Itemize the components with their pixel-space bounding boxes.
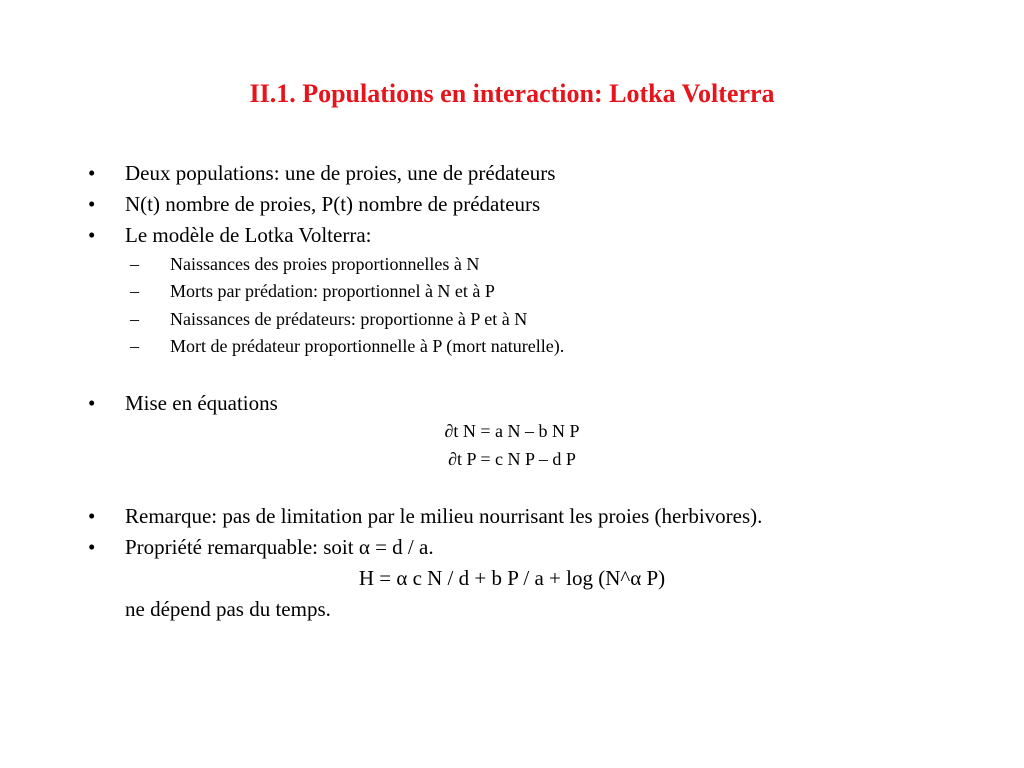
- invariant-note: ne dépend pas du temps.: [125, 597, 331, 621]
- sub-item-text: Naissances des proies proportionnelles à N: [170, 254, 480, 274]
- equation-prey: ∂t N = a N – b N P: [444, 421, 580, 441]
- sub-item-marker: –: [130, 336, 139, 356]
- equation-predator: ∂t P = c N P – d P: [448, 449, 576, 469]
- slide-title: II.1. Populations en interaction: Lotka Volterra: [249, 79, 775, 108]
- sub-item-text: Morts par prédation: proportionnel à N et à P: [170, 281, 495, 301]
- bullet-text-populations: Deux populations: une de proies, une de prédateurs: [125, 161, 556, 185]
- bullet-text-definitions: N(t) nombre de proies, P(t) nombre de prédateurs: [125, 192, 541, 216]
- invariant-equation: H = α c N / d + b P / a + log (N^α P): [358, 566, 666, 590]
- property-text: Propriété remarquable: soit α = d / a.: [125, 535, 434, 559]
- sub-item-marker: –: [130, 254, 139, 274]
- bullet-text-model: Le modèle de Lotka Volterra:: [125, 223, 372, 247]
- bullet-marker: •: [88, 391, 96, 415]
- bullet-marker: •: [88, 504, 96, 528]
- sub-item-marker: –: [130, 281, 139, 301]
- equations-heading: Mise en équations: [125, 391, 278, 415]
- bullet-marker: •: [88, 192, 96, 216]
- sub-item-text: Mort de prédateur proportionnelle à P (mort naturelle).: [170, 336, 565, 356]
- bullet-marker: •: [88, 535, 96, 559]
- sub-item-text: Naissances de prédateurs: proportionne à P et à N: [170, 309, 528, 329]
- remark-text: Remarque: pas de limitation par le milieu nourrisant les proies (herbivores).: [125, 504, 763, 528]
- sub-item-marker: –: [130, 309, 139, 329]
- bullet-marker: •: [88, 223, 96, 247]
- bullet-marker: •: [88, 161, 96, 185]
